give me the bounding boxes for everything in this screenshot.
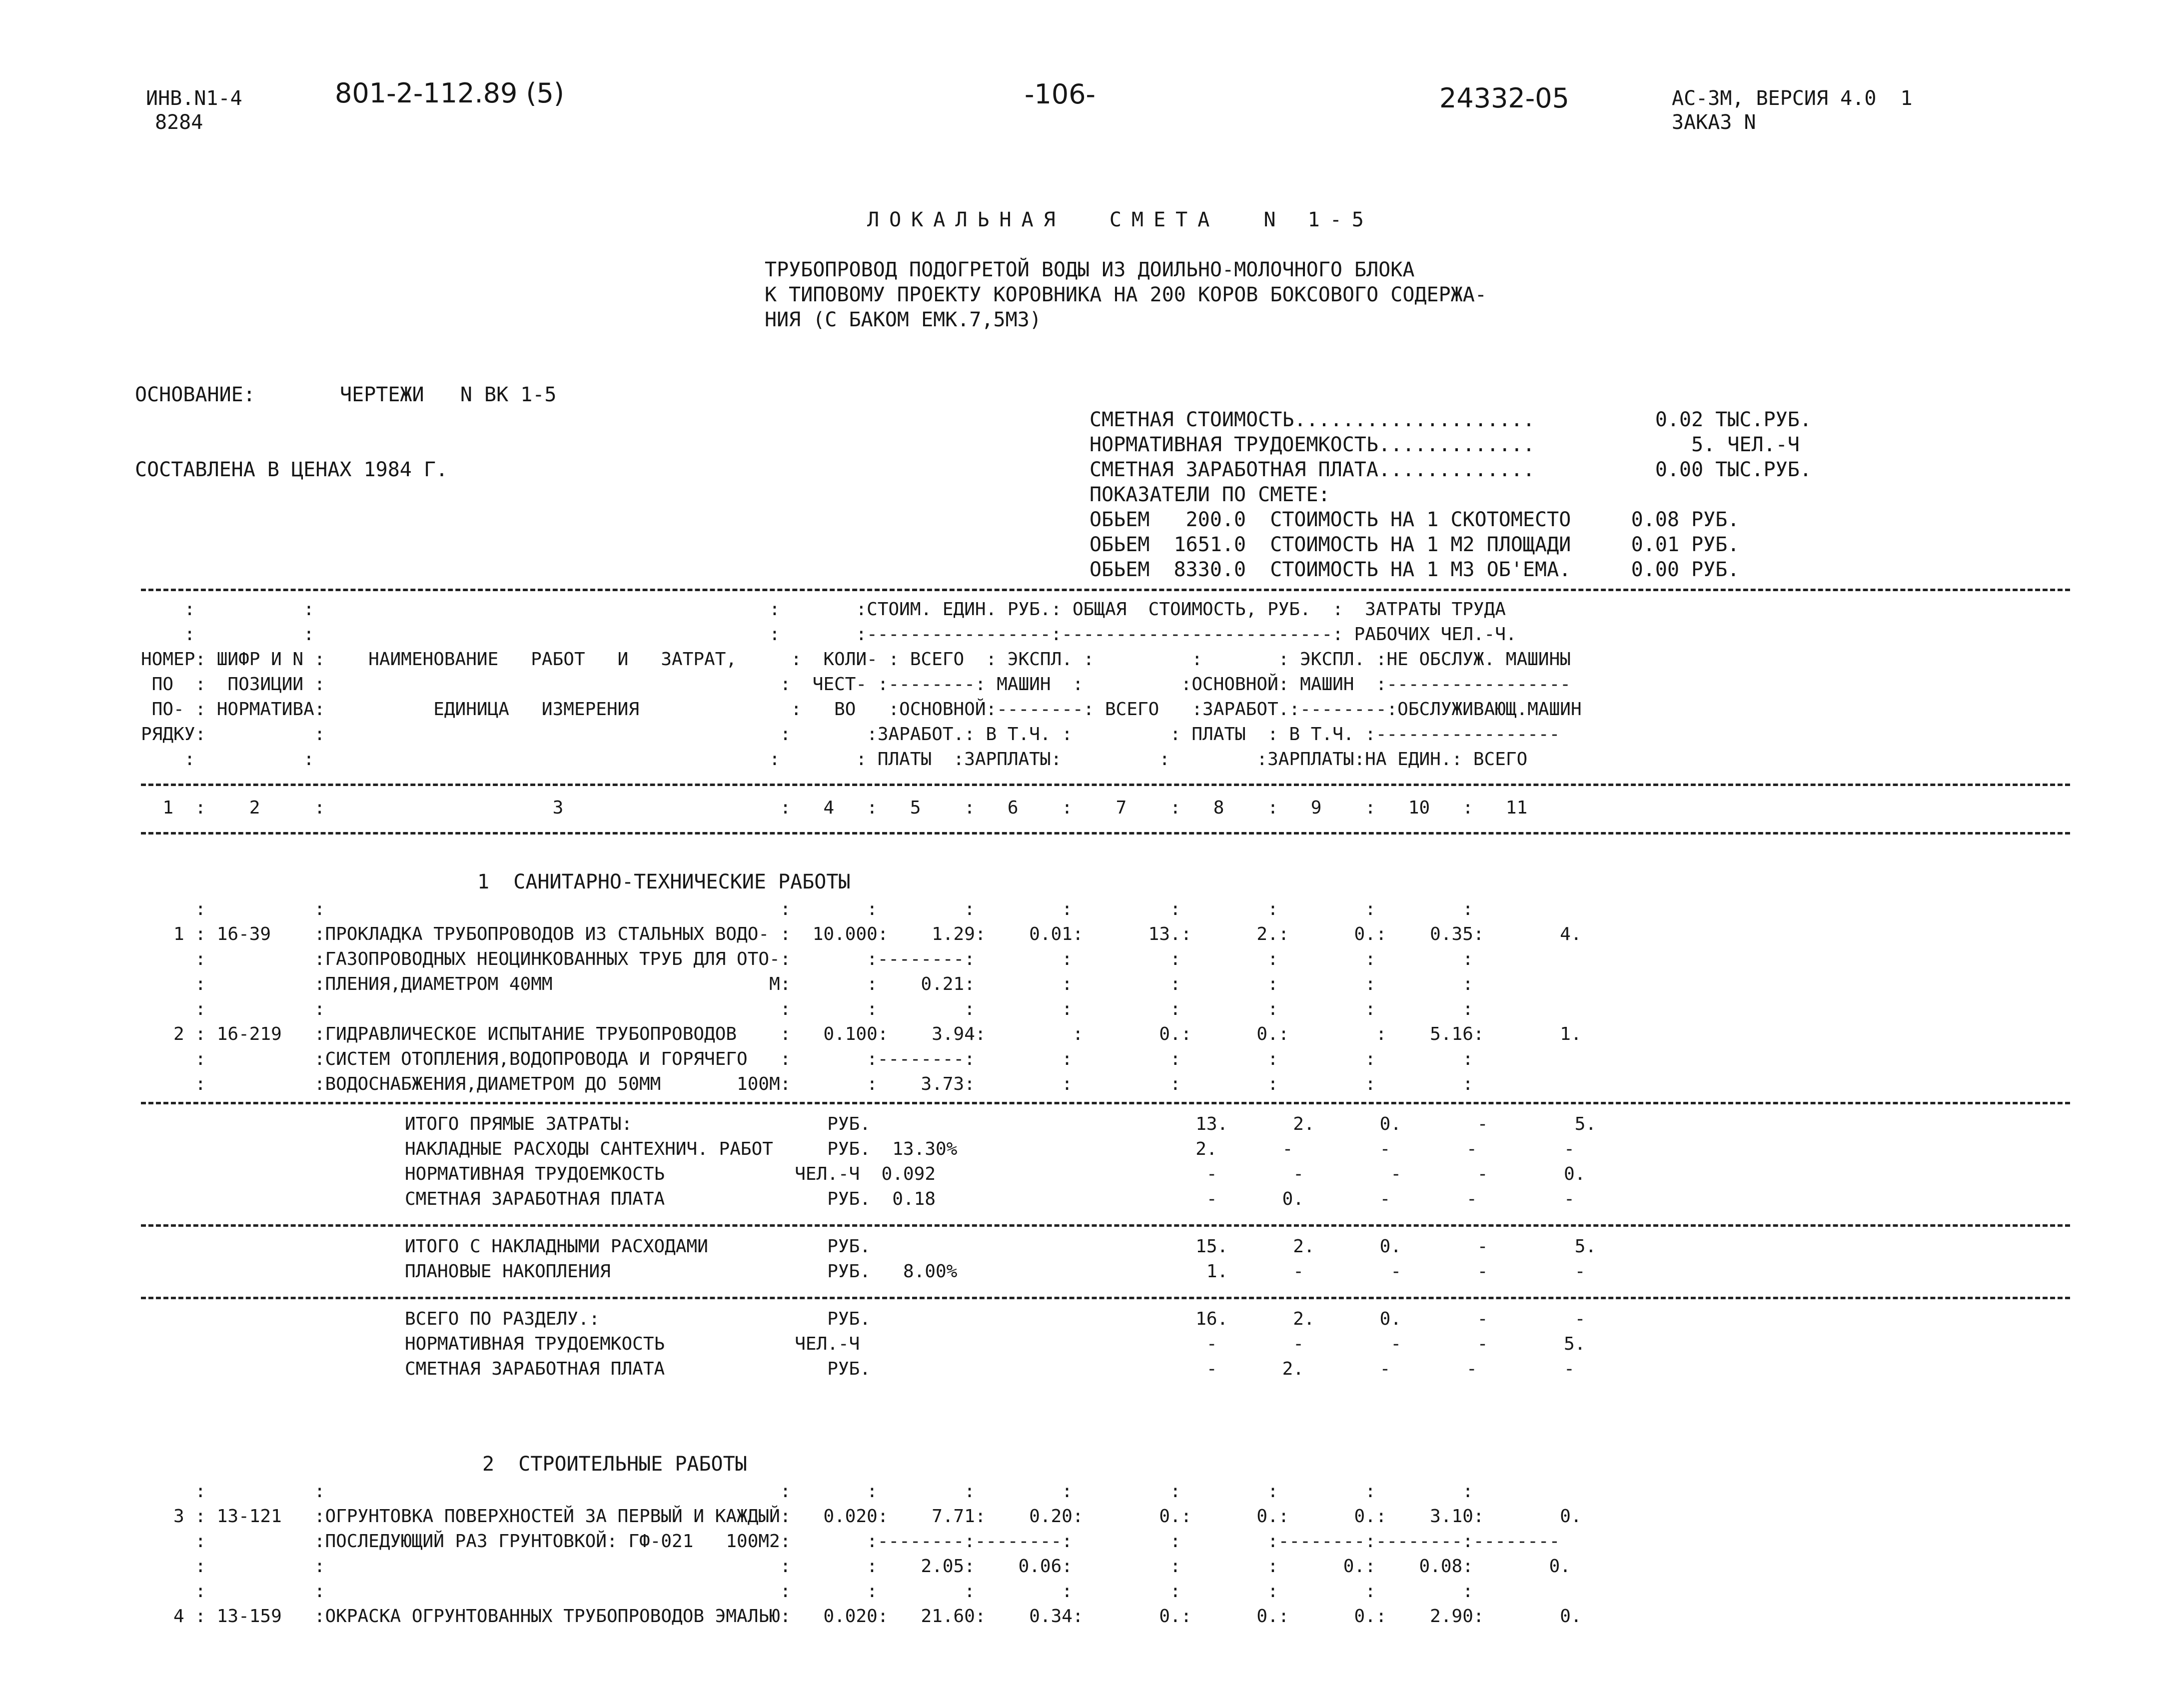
section-1-separator-3 xyxy=(141,1297,2070,1299)
estimate-subtitle-line-2: К ТИПОВОМУ ПРОЕКТУ КОРОВНИКА НА 200 КОРОВ БОКСОВОГО СОДЕРЖА- xyxy=(765,283,1487,306)
summary-line-3: СМЕТНАЯ ЗАРАБОТНАЯ ПЛАТА............. 0.00 ТЫС.РУБ. xyxy=(1090,458,1812,481)
summary-line-7: ОБЬЕМ 8330.0 СТОИМОСТЬ НА 1 М3 ОБ'ЕМА. 0.00 РУБ. xyxy=(1090,558,1740,581)
program-version: АС-3М, ВЕРСИЯ 4.0 1 xyxy=(1672,87,1913,110)
table-row: 2 : 16-219 :ГИДРАВЛИЧЕСКОЕ ИСПЫТАНИЕ ТРУБОПРОВОДОВ : 0.100: 3.94: : 0.: 0.: : 5.16: 1. xyxy=(141,1024,1582,1044)
section-1-separator-1 xyxy=(141,1102,2070,1104)
section-2-title: 2 СТРОИТЕЛЬНЫЕ РАБОТЫ xyxy=(482,1453,747,1476)
total-line: НАКЛАДНЫЕ РАСХОДЫ САНТЕХНИЧ. РАБОТ РУБ. 13.30% 2. - - - - xyxy=(405,1139,1575,1159)
total-line: СМЕТНАЯ ЗАРАБОТНАЯ ПЛАТА РУБ. 0.18 - 0. - - - xyxy=(405,1189,1575,1209)
total-line: СМЕТНАЯ ЗАРАБОТНАЯ ПЛАТА РУБ. - 2. - - - xyxy=(405,1359,1575,1379)
inventory-number: ИНВ.N1-4 xyxy=(146,87,242,110)
price-level: СОСТАВЛЕНА В ЦЕНАХ 1984 Г. xyxy=(135,458,448,481)
estimate-subtitle-line-1: ТРУБОПРОВОД ПОДОГРЕТОЙ ВОДЫ ИЗ ДОИЛЬНО-МОЛОЧНОГО БЛОКА xyxy=(765,258,1415,281)
table-row: : :СИСТЕМ ОТОПЛЕНИЯ,ВОДОПРОВОДА И ГОРЯЧЕГО : :--------: : : : : : xyxy=(141,1049,1473,1069)
table-row: 4 : 13-159 :ОКРАСКА ОГРУНТОВАННЫХ ТРУБОПРОВОДОВ ЭМАЛЬЮ: 0.020: 21.60: 0.34: 0.: 0.: 0.: 2.90: 0. xyxy=(141,1606,1582,1627)
table-row: : :ГАЗОПРОВОДНЫХ НЕОЦИНКОВАННЫХ ТРУБ ДЛЯ ОТО-: :--------: : : : : : xyxy=(141,949,1473,969)
table-row: : :ПЛЕНИЯ,ДИАМЕТРОМ 40ММ М: : 0.21: : : : : : xyxy=(141,974,1473,994)
table-header-line-5: ПО- : НОРМАТИВА: ЕДИНИЦА ИЗМЕРЕНИЯ : ВО :ОСНОВНОЙ:--------: ВСЕГО :ЗАРАБОТ.:--------:ОБСЛУЖИВАЮЩ.МАШИН xyxy=(141,699,1582,720)
page-number: -106- xyxy=(1025,78,1096,110)
table-row: : : : : : : : : : : xyxy=(141,1481,1473,1502)
column-numbers: 1 : 2 : 3 : 4 : 5 : 6 : 7 : 8 : 9 : 10 : 11 xyxy=(141,798,1528,818)
summary-line-1: СМЕТНАЯ СТОИМОСТЬ.................... 0.02 ТЫС.РУБ. xyxy=(1090,408,1812,431)
document-code: 801-2-112.89 (5) xyxy=(335,77,564,109)
table-header-line-4: ПО : ПОЗИЦИИ : : ЧЕСТ- :--------: МАШИН : :ОСНОВНОЙ: МАШИН :----------------- xyxy=(141,674,1571,695)
summary-line-6: ОБЬЕМ 1651.0 СТОИМОСТЬ НА 1 М2 ПЛОЩАДИ 0.01 РУБ. xyxy=(1090,533,1740,556)
table-header-line-6: РЯДКУ: : : :ЗАРАБОТ.: В Т.Ч. : : ПЛАТЫ : В Т.Ч. :----------------- xyxy=(141,724,1560,745)
table-separator-columns xyxy=(141,832,2070,835)
total-line: НОРМАТИВНАЯ ТРУДОЕМКОСТЬ ЧЕЛ.-Ч 0.092 - - - - 0. xyxy=(405,1164,1586,1184)
table-row: 3 : 13-121 :ОГРУНТОВКА ПОВЕРХНОСТЕЙ ЗА ПЕРВЫЙ И КАЖДЫЙ: 0.020: 7.71: 0.20: 0.: 0.: 0.: 3.10: 0. xyxy=(141,1506,1582,1527)
section-1-title: 1 САНИТАРНО-ТЕХНИЧЕСКИЕ РАБОТЫ xyxy=(477,870,851,893)
table-row: : :ВОДОСНАБЖЕНИЯ,ДИАМЕТРОМ ДО 50ММ 100М: : 3.73: : : : : : xyxy=(141,1074,1473,1094)
table-row: : : : : 2.05: 0.06: : : 0.: 0.08: 0. xyxy=(141,1556,1571,1577)
table-header-line-2: : : : :-----------------:-------------------------: РАБОЧИХ ЧЕЛ.-Ч. xyxy=(141,624,1517,645)
table-header-line-7: : : : : ПЛАТЫ :ЗАРПЛАТЫ: : :ЗАРПЛАТЫ:НА ЕДИН.: ВСЕГО xyxy=(141,749,1528,770)
table-header-line-3: НОМЕР: ШИФР И N : НАИМЕНОВАНИЕ РАБОТ И ЗАТРАТ, : КОЛИ- : ВСЕГО : ЭКСПЛ. : : : ЭКСПЛ. :НЕ ОБСЛУЖ. МАШИНЫ xyxy=(141,649,1571,670)
table-row: : : : : : : : : : : xyxy=(141,999,1473,1019)
estimate-subtitle-line-3: НИЯ (С БАКОМ ЕМК.7,5М3) xyxy=(765,308,1042,331)
order-number: ЗАКАЗ N xyxy=(1672,111,1756,134)
summary-line-4: ПОКАЗАТЕЛИ ПО СМЕТЕ: xyxy=(1090,483,1330,506)
total-line: ВСЕГО ПО РАЗДЕЛУ.: РУБ. 16. 2. 0. - - xyxy=(405,1309,1586,1329)
summary-line-2: НОРМАТИВНАЯ ТРУДОЕМКОСТЬ............. 5. ЧЕЛ.-Ч xyxy=(1090,433,1800,456)
estimate-title: ЛОКАЛЬНАЯ СМЕТА N 1-5 xyxy=(867,208,1374,231)
summary-line-5: ОБЬЕМ 200.0 СТОИМОСТЬ НА 1 СКОТОМЕСТО 0.08 РУБ. xyxy=(1090,508,1740,531)
table-header-line-1: : : : :СТОИМ. ЕДИН. РУБ.: ОБЩАЯ СТОИМОСТЬ, РУБ. : ЗАТРАТЫ ТРУДА xyxy=(141,599,1506,620)
basis-value: ЧЕРТЕЖИ N ВК 1-5 xyxy=(340,383,557,406)
table-row: : : : : : : : : : : xyxy=(141,899,1473,919)
table-row: : : : : : : : : : : xyxy=(141,1581,1473,1602)
total-line: ИТОГО С НАКЛАДНЫМИ РАСХОДАМИ РУБ. 15. 2. 0. - 5. xyxy=(405,1236,1597,1257)
table-row: : :ПОСЛЕДУЮЩИЙ РАЗ ГРУНТОВКОЙ: ГФ-021 100М2: :--------:--------: : :--------:--------:-------- xyxy=(141,1531,1560,1552)
archive-stamp: 24332-05 xyxy=(1439,82,1569,114)
total-line: ПЛАНОВЫЕ НАКОПЛЕНИЯ РУБ. 8.00% 1. - - - - xyxy=(405,1261,1586,1282)
section-1-separator-2 xyxy=(141,1224,2070,1227)
table-separator-header xyxy=(141,784,2070,786)
table-row: 1 : 16-39 :ПРОКЛАДКА ТРУБОПРОВОДОВ ИЗ СТАЛЬНЫХ ВОДО- : 10.000: 1.29: 0.01: 13.: 2.: 0.: 0.35: 4. xyxy=(141,924,1582,944)
inventory-subnumber: 8284 xyxy=(155,111,203,134)
total-line: НОРМАТИВНАЯ ТРУДОЕМКОСТЬ ЧЕЛ.-Ч - - - - 5. xyxy=(405,1334,1586,1354)
table-separator-top xyxy=(141,589,2070,591)
basis-label: ОСНОВАНИЕ: xyxy=(135,383,255,406)
total-line: ИТОГО ПРЯМЫЕ ЗАТРАТЫ: РУБ. 13. 2. 0. - 5. xyxy=(405,1114,1597,1134)
